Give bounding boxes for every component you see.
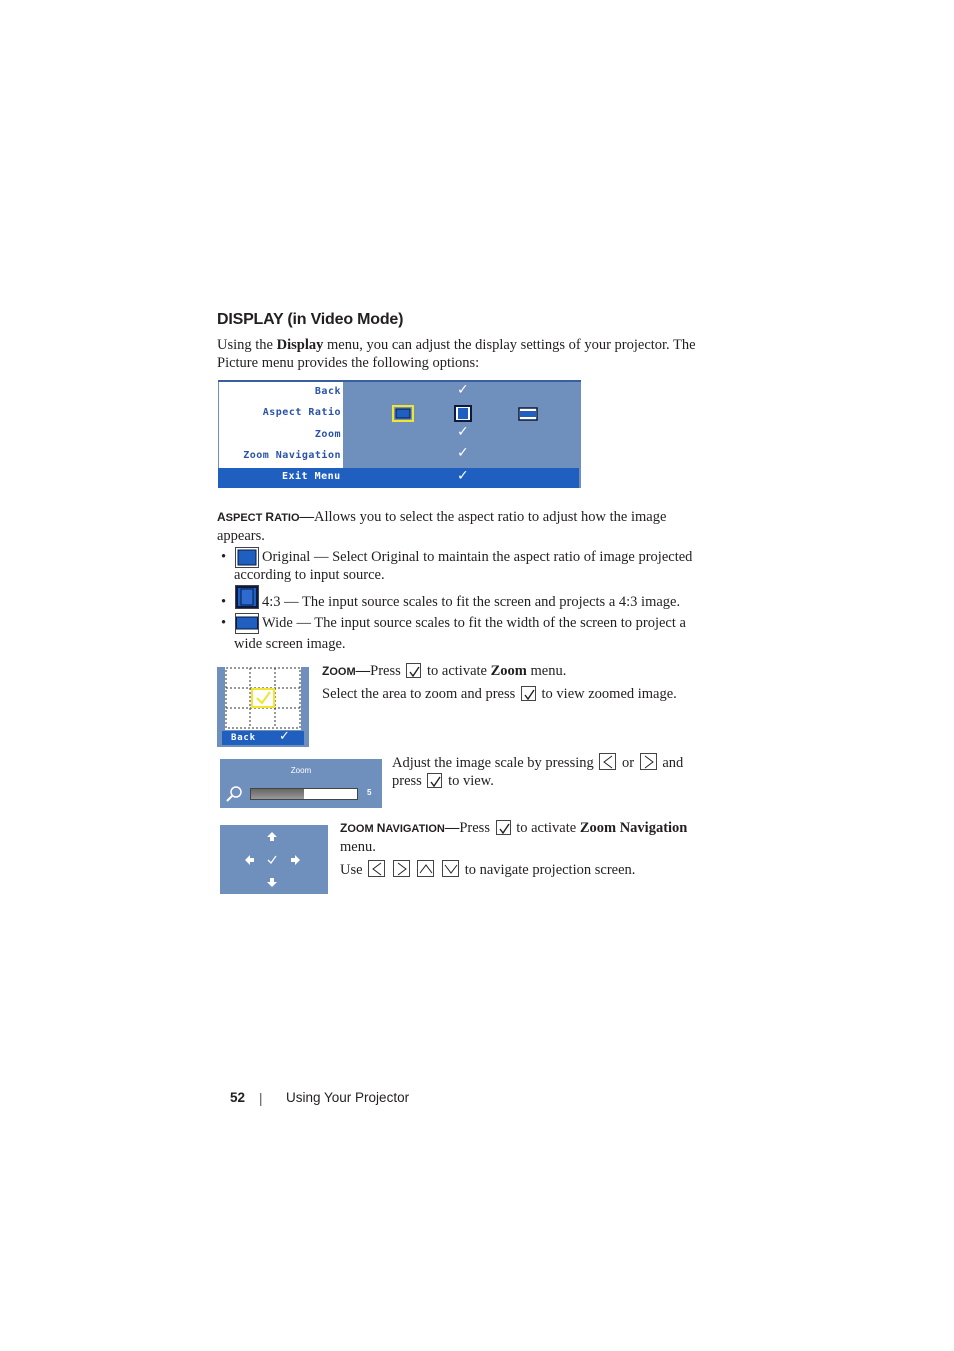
intro-text: Using the xyxy=(217,337,277,353)
navigation-arrows xyxy=(220,825,328,894)
desc-text: Press xyxy=(459,820,494,836)
enter-key-icon xyxy=(521,686,536,701)
section-title: OOM xyxy=(329,666,356,678)
desc-text: and xyxy=(658,755,684,771)
intro-text: menu, you can adjust the display settings of your projector. The xyxy=(323,337,696,353)
section-title: R xyxy=(265,510,275,524)
dash: — xyxy=(355,663,371,679)
zoom-navigation-word: Zoom Navigation xyxy=(579,820,688,836)
intro-paragraph xyxy=(217,336,717,372)
zoom-slider-osd xyxy=(220,759,382,808)
dash: — xyxy=(299,509,315,525)
desc-text: to activate xyxy=(423,663,491,679)
desc-text: to view. xyxy=(444,773,494,789)
original-aspect-icon[interactable] xyxy=(392,405,414,422)
desc-text: Use xyxy=(340,862,367,878)
desc-text: to activate xyxy=(512,820,580,836)
section-title: SPECT xyxy=(225,512,266,524)
right-key-icon xyxy=(393,860,410,877)
grid-back-label[interactable]: Back xyxy=(231,733,256,743)
right-key-icon xyxy=(640,753,657,770)
display-word: Display xyxy=(276,337,324,353)
wide-text: Wide — The input source scales to fit the width of the screen to project a xyxy=(262,615,686,631)
zoom-slider-track[interactable] xyxy=(250,788,358,800)
desc-text: menu. xyxy=(340,839,376,855)
desc-text: Press xyxy=(370,663,405,679)
menu-item-zoom[interactable]: Zoom xyxy=(314,429,341,440)
zoom-word: Zoom xyxy=(490,663,527,679)
display-osd-menu xyxy=(218,380,581,488)
zoom-description xyxy=(322,662,712,703)
ratio-4-3-icon[interactable] xyxy=(454,405,472,422)
section-title: Z xyxy=(322,664,330,678)
zoom-slider-title: Zoom xyxy=(290,766,312,775)
menu-item-back[interactable]: Back xyxy=(314,386,341,397)
ratio-4-3-text: 4:3 — The input source scales to fit the screen and projects a 4:3 image. xyxy=(262,594,681,610)
original-icon xyxy=(235,547,259,568)
desc-text: to view zoomed image. xyxy=(537,686,677,702)
original-text-2: according to input source. xyxy=(234,567,385,583)
footer-separator: | xyxy=(259,1091,263,1106)
zoom-grid-osd xyxy=(217,667,309,747)
left-key-icon xyxy=(368,860,385,877)
page-title: DISPLAY (in Video Mode) xyxy=(217,311,404,328)
up-arrow-icon xyxy=(267,832,277,841)
bullet: • xyxy=(221,549,227,565)
up-key-icon xyxy=(417,860,434,877)
zoom-navigation-osd xyxy=(220,825,328,894)
right-arrow-icon xyxy=(291,855,300,865)
enter-key-icon xyxy=(406,663,421,678)
wide-text-2: wide screen image. xyxy=(234,636,346,652)
menu-item-aspect-ratio[interactable]: Aspect Ratio xyxy=(262,407,341,418)
aspect-ratio-description xyxy=(217,508,717,545)
desc-text: or xyxy=(618,755,638,771)
zoom-adjust-text xyxy=(392,753,712,790)
exit-menu-label: Exit Menu xyxy=(282,471,341,482)
check-icon: ✓ xyxy=(457,424,469,440)
down-arrow-icon xyxy=(267,878,277,887)
dash: — xyxy=(444,820,460,836)
menu-label-column xyxy=(219,382,343,468)
section-title: N xyxy=(376,821,386,835)
desc-text: menu. xyxy=(526,663,567,679)
desc-text: Allows you to select the aspect ratio to adjust how the image xyxy=(314,509,667,525)
enter-key-icon xyxy=(496,820,511,835)
zoom-slider-value: 5 xyxy=(367,788,372,797)
footer-section-title: Using Your Projector xyxy=(286,1090,410,1105)
desc-text: appears. xyxy=(217,528,265,544)
section-title: AVIGATION xyxy=(385,823,445,835)
left-arrow-icon xyxy=(245,855,254,865)
zoom-slider-fill xyxy=(251,789,304,799)
check-icon: ✓ xyxy=(457,468,469,484)
desc-text: press xyxy=(392,773,426,789)
desc-text: Select the area to zoom and press xyxy=(322,686,519,702)
zoom-navigation-description xyxy=(340,819,720,879)
wide-aspect-icon[interactable] xyxy=(518,407,538,421)
check-icon: ✓ xyxy=(279,729,290,744)
original-text: Original — Select Original to maintain the aspect ratio of image projected xyxy=(262,549,693,565)
section-title: OOM xyxy=(347,823,377,835)
intro-text-2: Picture menu provides the following options: xyxy=(217,355,480,371)
wide-icon xyxy=(235,613,259,634)
bullet: • xyxy=(221,594,227,610)
section-title: A xyxy=(217,510,226,524)
exit-menu-bar[interactable] xyxy=(218,468,579,488)
ratio-4-3-icon xyxy=(235,585,259,609)
enter-key-icon xyxy=(427,773,442,788)
page-number: 52 xyxy=(230,1090,246,1105)
left-key-icon xyxy=(599,753,616,770)
section-title: Z xyxy=(340,821,348,835)
desc-text: to navigate projection screen. xyxy=(461,862,636,878)
check-icon: ✓ xyxy=(457,382,469,398)
menu-item-zoom-navigation[interactable]: Zoom Navigation xyxy=(243,450,341,461)
magnifier-icon xyxy=(226,785,244,803)
down-key-icon xyxy=(442,860,459,877)
section-title: ATIO xyxy=(274,512,300,524)
bullet: • xyxy=(221,615,227,631)
desc-text: Adjust the image scale by pressing xyxy=(392,755,598,771)
check-icon: ✓ xyxy=(457,445,469,461)
